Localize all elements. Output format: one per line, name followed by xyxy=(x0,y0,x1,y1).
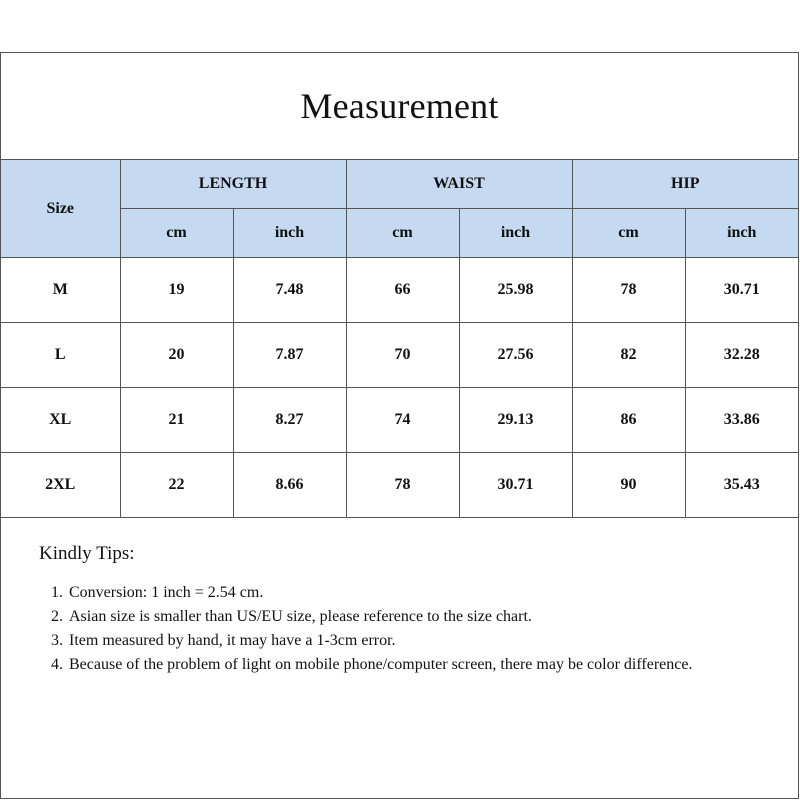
table-header-row xyxy=(1,160,798,209)
value-cell: 35.43 xyxy=(685,453,798,518)
unit-header: inch xyxy=(459,209,572,258)
unit-header: inch xyxy=(685,209,798,258)
value-cell: 82 xyxy=(572,323,685,388)
value-cell: 7.48 xyxy=(233,258,346,323)
value-cell: 19 xyxy=(120,258,233,323)
unit-header-row xyxy=(1,209,798,258)
value-cell: 74 xyxy=(346,388,459,453)
value-cell: 27.56 xyxy=(459,323,572,388)
table-row xyxy=(1,258,798,323)
group-header-waist: WAIST xyxy=(346,160,572,209)
value-cell: 25.98 xyxy=(459,258,572,323)
unit-header: cm xyxy=(120,209,233,258)
value-cell: 78 xyxy=(572,258,685,323)
unit-header: cm xyxy=(572,209,685,258)
value-cell: 66 xyxy=(346,258,459,323)
unit-header: cm xyxy=(346,209,459,258)
size-column-header: Size xyxy=(1,160,120,258)
tips-title: Kindly Tips: xyxy=(39,543,135,564)
value-cell: 32.28 xyxy=(685,323,798,388)
tip-item: 1. Conversion: 1 inch = 2.54 cm. xyxy=(67,581,759,605)
size-cell: L xyxy=(1,323,120,388)
unit-header: inch xyxy=(233,209,346,258)
value-cell: 90 xyxy=(572,453,685,518)
table-row xyxy=(1,453,798,518)
title-band xyxy=(1,53,798,160)
size-cell: 2XL xyxy=(1,453,120,518)
tip-item: 3. Item measured by hand, it may have a 1-3cm error. xyxy=(67,629,759,653)
tips-section xyxy=(39,543,759,677)
measurement-chart xyxy=(0,52,799,799)
table-row xyxy=(1,388,798,453)
size-table xyxy=(1,159,798,518)
value-cell: 70 xyxy=(346,323,459,388)
value-cell: 22 xyxy=(120,453,233,518)
value-cell: 30.71 xyxy=(685,258,798,323)
value-cell: 7.87 xyxy=(233,323,346,388)
page-title: Measurement xyxy=(300,86,499,126)
table-row xyxy=(1,323,798,388)
value-cell: 30.71 xyxy=(459,453,572,518)
value-cell: 8.66 xyxy=(233,453,346,518)
value-cell: 29.13 xyxy=(459,388,572,453)
size-cell: XL xyxy=(1,388,120,453)
value-cell: 33.86 xyxy=(685,388,798,453)
size-cell: M xyxy=(1,258,120,323)
group-header-length: LENGTH xyxy=(120,160,346,209)
tip-item: 4. Because of the problem of light on mobile phone/computer screen, there may be color difference. xyxy=(67,653,759,677)
value-cell: 20 xyxy=(120,323,233,388)
value-cell: 8.27 xyxy=(233,388,346,453)
tip-item: 2. Asian size is smaller than US/EU size, please reference to the size chart. xyxy=(67,605,759,629)
group-header-hip: HIP xyxy=(572,160,798,209)
value-cell: 86 xyxy=(572,388,685,453)
value-cell: 21 xyxy=(120,388,233,453)
tips-list xyxy=(39,581,759,677)
value-cell: 78 xyxy=(346,453,459,518)
